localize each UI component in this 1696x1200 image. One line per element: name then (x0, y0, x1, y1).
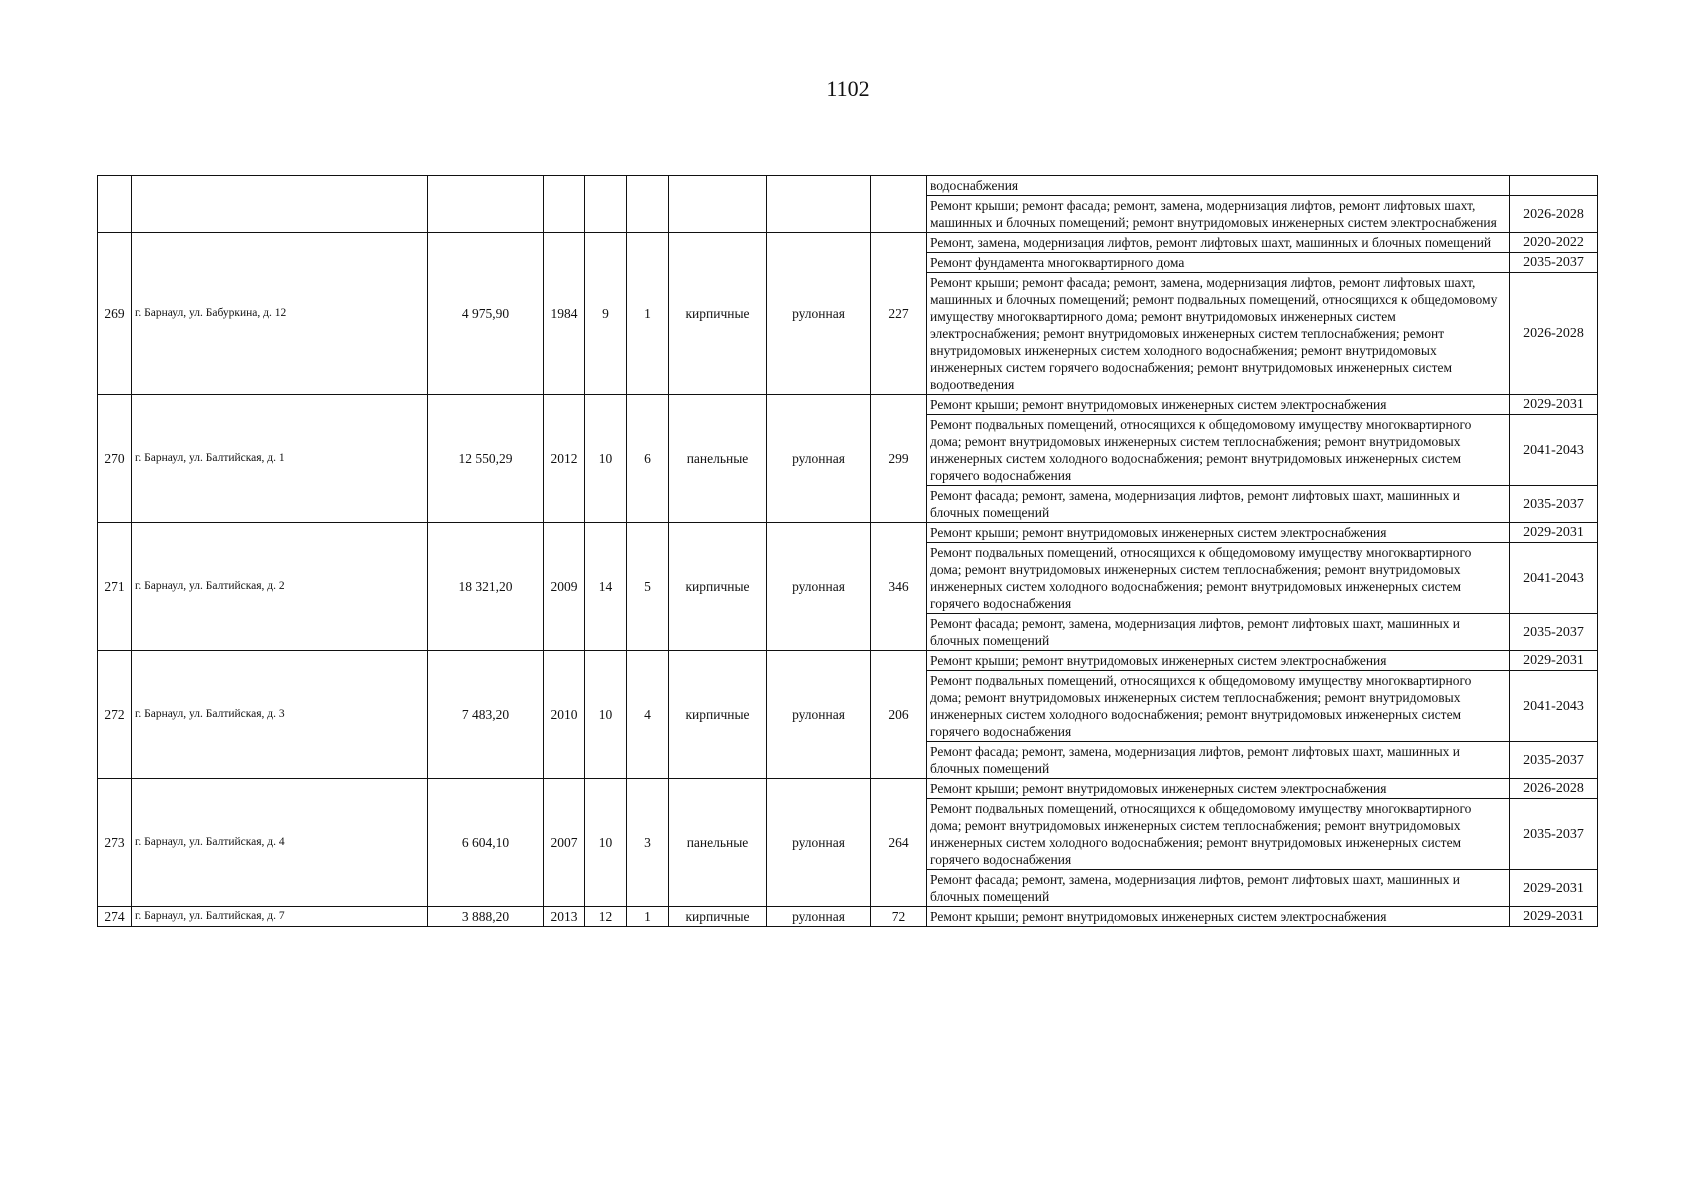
year-built: 2009 (544, 523, 585, 651)
work-description: Ремонт крыши; ремонт фасада; ремонт, замена, модернизация лифтов, ремонт лифтовых шахт, машинных и блочных помещений; ремонт внутридомовых инженерных систем электроснабжения (927, 196, 1510, 233)
empty-cell (627, 176, 669, 233)
work-period: 2026-2028 (1510, 779, 1598, 799)
work-period: 2026-2028 (1510, 273, 1598, 395)
total-area: 4 975,90 (428, 233, 544, 395)
building-address: г. Барнаул, ул. Балтийская, д. 7 (132, 907, 428, 927)
work-description: Ремонт крыши; ремонт внутридомовых инженерных систем электроснабжения (927, 523, 1510, 543)
row-number: 272 (98, 651, 132, 779)
row-number: 271 (98, 523, 132, 651)
total-area: 12 550,29 (428, 395, 544, 523)
row-number: 274 (98, 907, 132, 927)
row-number: 270 (98, 395, 132, 523)
wall-material: кирпичные (669, 907, 767, 927)
entrance-count: 5 (627, 523, 669, 651)
work-period: 2035-2037 (1510, 614, 1598, 651)
work-period: 2041-2043 (1510, 543, 1598, 614)
work-period: 2029-2031 (1510, 523, 1598, 543)
row-number: 273 (98, 779, 132, 907)
empty-cell (98, 176, 132, 233)
work-description: Ремонт фасада; ремонт, замена, модернизация лифтов, ремонт лифтовых шахт, машинных и блочных помещений (927, 870, 1510, 907)
building-address: г. Барнаул, ул. Балтийская, д. 4 (132, 779, 428, 907)
floor-count: 9 (585, 233, 627, 395)
resident-count: 299 (871, 395, 927, 523)
work-description: Ремонт фасада; ремонт, замена, модернизация лифтов, ремонт лифтовых шахт, машинных и блочных помещений (927, 742, 1510, 779)
work-period: 2041-2043 (1510, 671, 1598, 742)
work-description: Ремонт крыши; ремонт фасада; ремонт, замена, модернизация лифтов, ремонт лифтовых шахт, машинных и блочных помещений; ремонт подвальных помещений, относящихся к общедомовому имуществу многоквартирного дома; ремонт внутридомовых инженерных систем электроснабжения; ремонт внутридомовых инженерных систем теплоснабжения; ремонт внутридомовых инженерных систем холодного водоснабжения; ремонт внутридомовых инженерных систем горячего водоснабжения; ремонт внутридомовых инженерных систем водоотведения (927, 273, 1510, 395)
work-period: 2029-2031 (1510, 907, 1598, 927)
work-description: Ремонт крыши; ремонт внутридомовых инженерных систем электроснабжения (927, 779, 1510, 799)
work-period: 2026-2028 (1510, 196, 1598, 233)
year-built: 2013 (544, 907, 585, 927)
work-description: водоснабжения (927, 176, 1510, 196)
year-built: 1984 (544, 233, 585, 395)
resident-count: 346 (871, 523, 927, 651)
entrance-count: 1 (627, 907, 669, 927)
work-period: 2029-2031 (1510, 870, 1598, 907)
entrance-count: 4 (627, 651, 669, 779)
resident-count: 227 (871, 233, 927, 395)
building-address: г. Барнаул, ул. Балтийская, д. 1 (132, 395, 428, 523)
building-address: г. Барнаул, ул. Бабуркина, д. 12 (132, 233, 428, 395)
table-row (98, 907, 1598, 927)
entrance-count: 1 (627, 233, 669, 395)
page-number: 1102 (826, 76, 870, 101)
roof-type: рулонная (767, 651, 871, 779)
roof-type: рулонная (767, 779, 871, 907)
roof-type: рулонная (767, 233, 871, 395)
work-period: 2035-2037 (1510, 799, 1598, 870)
roof-type: рулонная (767, 907, 871, 927)
wall-material: панельные (669, 395, 767, 523)
empty-cell (585, 176, 627, 233)
continuation-row (98, 176, 1598, 196)
table-row (98, 395, 1598, 415)
wall-material: кирпичные (669, 523, 767, 651)
floor-count: 10 (585, 395, 627, 523)
work-description: Ремонт подвальных помещений, относящихся к общедомовому имуществу многоквартирного дома; ремонт внутридомовых инженерных систем теплоснабжения; ремонт внутридомовых инженерных систем холодного водоснабжения; ремонт внутридомовых инженерных систем горячего водоснабжения (927, 799, 1510, 870)
year-built: 2007 (544, 779, 585, 907)
work-description: Ремонт крыши; ремонт внутридомовых инженерных систем электроснабжения (927, 395, 1510, 415)
work-description: Ремонт крыши; ремонт внутридомовых инженерных систем электроснабжения (927, 651, 1510, 671)
wall-material: кирпичные (669, 651, 767, 779)
resident-count: 72 (871, 907, 927, 927)
floor-count: 14 (585, 523, 627, 651)
wall-material: кирпичные (669, 233, 767, 395)
work-description: Ремонт фундамента многоквартирного дома (927, 253, 1510, 273)
floor-count: 10 (585, 651, 627, 779)
work-period (1510, 176, 1598, 196)
total-area: 18 321,20 (428, 523, 544, 651)
work-period: 2020-2022 (1510, 233, 1598, 253)
building-address: г. Барнаул, ул. Балтийская, д. 3 (132, 651, 428, 779)
work-description: Ремонт, замена, модернизация лифтов, ремонт лифтовых шахт, машинных и блочных помещений (927, 233, 1510, 253)
work-period: 2029-2031 (1510, 395, 1598, 415)
table-row (98, 233, 1598, 253)
work-description: Ремонт подвальных помещений, относящихся к общедомовому имуществу многоквартирного дома; ремонт внутридомовых инженерных систем теплоснабжения; ремонт внутридомовых инженерных систем холодного водоснабжения; ремонт внутридомовых инженерных систем горячего водоснабжения (927, 543, 1510, 614)
work-period: 2035-2037 (1510, 253, 1598, 273)
floor-count: 12 (585, 907, 627, 927)
empty-cell (767, 176, 871, 233)
year-built: 2010 (544, 651, 585, 779)
work-description: Ремонт крыши; ремонт внутридомовых инженерных систем электроснабжения (927, 907, 1510, 927)
empty-cell (669, 176, 767, 233)
work-period: 2041-2043 (1510, 415, 1598, 486)
row-number: 269 (98, 233, 132, 395)
roof-type: рулонная (767, 523, 871, 651)
empty-cell (132, 176, 428, 233)
work-description: Ремонт подвальных помещений, относящихся к общедомовому имуществу многоквартирного дома; ремонт внутридомовых инженерных систем теплоснабжения; ремонт внутридомовых инженерных систем холодного водоснабжения; ремонт внутридомовых инженерных систем горячего водоснабжения (927, 415, 1510, 486)
wall-material: панельные (669, 779, 767, 907)
work-description: Ремонт подвальных помещений, относящихся к общедомовому имуществу многоквартирного дома; ремонт внутридомовых инженерных систем теплоснабжения; ремонт внутридомовых инженерных систем холодного водоснабжения; ремонт внутридомовых инженерных систем горячего водоснабжения (927, 671, 1510, 742)
roof-type: рулонная (767, 395, 871, 523)
work-description: Ремонт фасада; ремонт, замена, модернизация лифтов, ремонт лифтовых шахт, машинных и блочных помещений (927, 614, 1510, 651)
table-row (98, 523, 1598, 543)
resident-count: 264 (871, 779, 927, 907)
empty-cell (544, 176, 585, 233)
entrance-count: 6 (627, 395, 669, 523)
building-address: г. Барнаул, ул. Балтийская, д. 2 (132, 523, 428, 651)
table-row (98, 779, 1598, 799)
work-period: 2035-2037 (1510, 742, 1598, 779)
total-area: 7 483,20 (428, 651, 544, 779)
work-period: 2029-2031 (1510, 651, 1598, 671)
total-area: 3 888,20 (428, 907, 544, 927)
table-row (98, 651, 1598, 671)
empty-cell (871, 176, 927, 233)
year-built: 2012 (544, 395, 585, 523)
entrance-count: 3 (627, 779, 669, 907)
capital-repair-table (97, 175, 1598, 927)
work-description: Ремонт фасада; ремонт, замена, модернизация лифтов, ремонт лифтовых шахт, машинных и блочных помещений (927, 486, 1510, 523)
resident-count: 206 (871, 651, 927, 779)
work-period: 2035-2037 (1510, 486, 1598, 523)
empty-cell (428, 176, 544, 233)
floor-count: 10 (585, 779, 627, 907)
total-area: 6 604,10 (428, 779, 544, 907)
